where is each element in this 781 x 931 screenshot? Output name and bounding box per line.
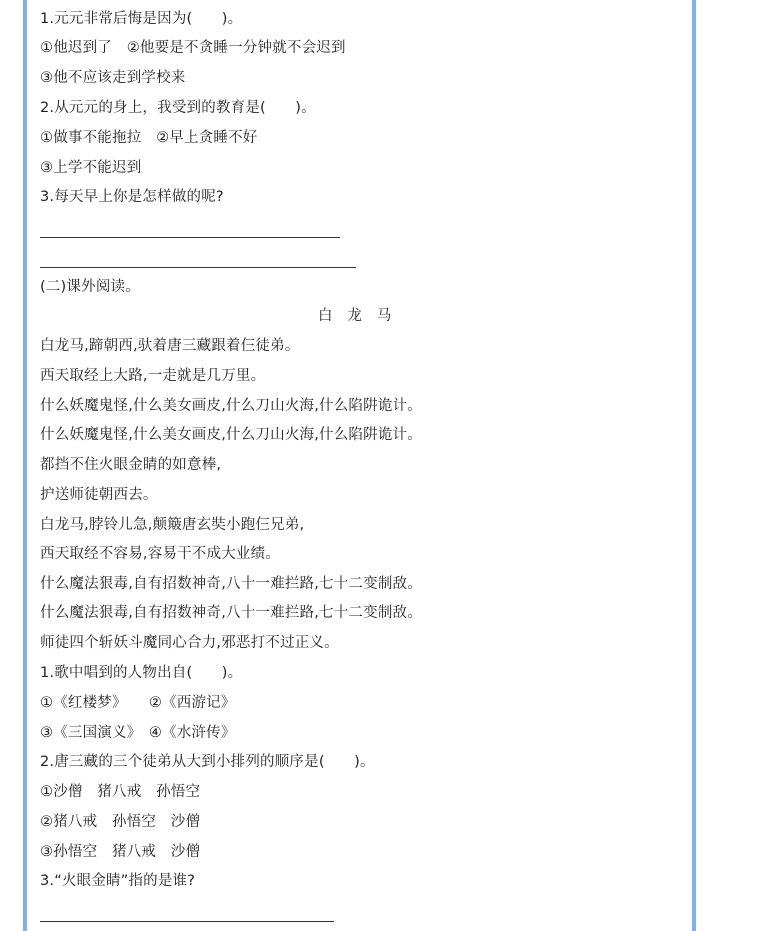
- question-2-options-a: ①做事不能拖拉 ②早上贪睡不好: [40, 130, 258, 146]
- right-border: [692, 0, 696, 931]
- poem-line-9: 什么魔法狠毒,自有招数神奇,八十一难拦路,七十二变制敌。: [40, 576, 422, 592]
- poem-line-5: 都挡不住火眼金睛的如意棒,: [40, 457, 222, 473]
- section-header: (二)课外阅读。: [40, 279, 140, 295]
- poem-line-3: 什么妖魔鬼怪,什么美女画皮,什么刀山火海,什么陷阱诡计。: [40, 398, 422, 414]
- question-1: 1.元元非常后悔是因为( )。: [40, 11, 243, 27]
- poem-line-2: 西天取经上大路,一走就是几万里。: [40, 368, 266, 384]
- poem-line-6: 护送师徒朝西去。: [40, 487, 158, 503]
- answer-line-2[interactable]: [40, 267, 356, 268]
- question-3: 3.每天早上你是怎样做的呢?: [40, 189, 224, 205]
- question-1-options-a: ①他迟到了 ②他要是不贪睡一分钟就不会迟到: [40, 40, 346, 56]
- poem-title: 白 龙 马: [318, 308, 392, 324]
- reading-question-2-option-2: ②猪八戒 孙悟空 沙僧: [40, 814, 201, 830]
- poem-line-10: 什么魔法狠毒,自有招数神奇,八十一难拦路,七十二变制敌。: [40, 605, 422, 621]
- question-2: 2.从元元的身上，我受到的教育是( )。: [40, 100, 316, 116]
- reading-question-1: 1.歌中唱到的人物出自( )。: [40, 665, 243, 681]
- question-1-options-b: ③他不应该走到学校来: [40, 70, 186, 86]
- reading-question-2-option-1: ①沙僧 猪八戒 孙悟空: [40, 784, 201, 800]
- answer-line-3[interactable]: [40, 921, 334, 922]
- poem-line-1: 白龙马,蹄朝西,驮着唐三藏跟着仨徒弟。: [40, 338, 300, 354]
- left-border: [23, 0, 27, 931]
- answer-line-1[interactable]: [40, 237, 340, 238]
- poem-line-11: 师徒四个斩妖斗魔同心合力,邪恶打不过正义。: [40, 635, 339, 651]
- reading-question-2-option-3: ③孙悟空 猪八戒 沙僧: [40, 844, 201, 860]
- question-2-options-b: ③上学不能迟到: [40, 160, 142, 176]
- reading-question-1-options-a: ①《红楼梦》 ②《西游记》: [40, 695, 236, 711]
- reading-question-1-options-b: ③《三国演义》 ④《水浒传》: [40, 725, 236, 741]
- poem-line-7: 白龙马,脖铃儿急,颠簸唐玄奘小跑仨兄弟,: [40, 517, 305, 533]
- poem-line-4: 什么妖魔鬼怪,什么美女画皮,什么刀山火海,什么陷阱诡计。: [40, 427, 422, 443]
- poem-line-8: 西天取经不容易,容易干不成大业绩。: [40, 546, 281, 562]
- reading-question-3: 3.“火眼金睛”指的是谁?: [40, 873, 196, 889]
- reading-question-2: 2.唐三藏的三个徒弟从大到小排列的顺序是( )。: [40, 754, 375, 770]
